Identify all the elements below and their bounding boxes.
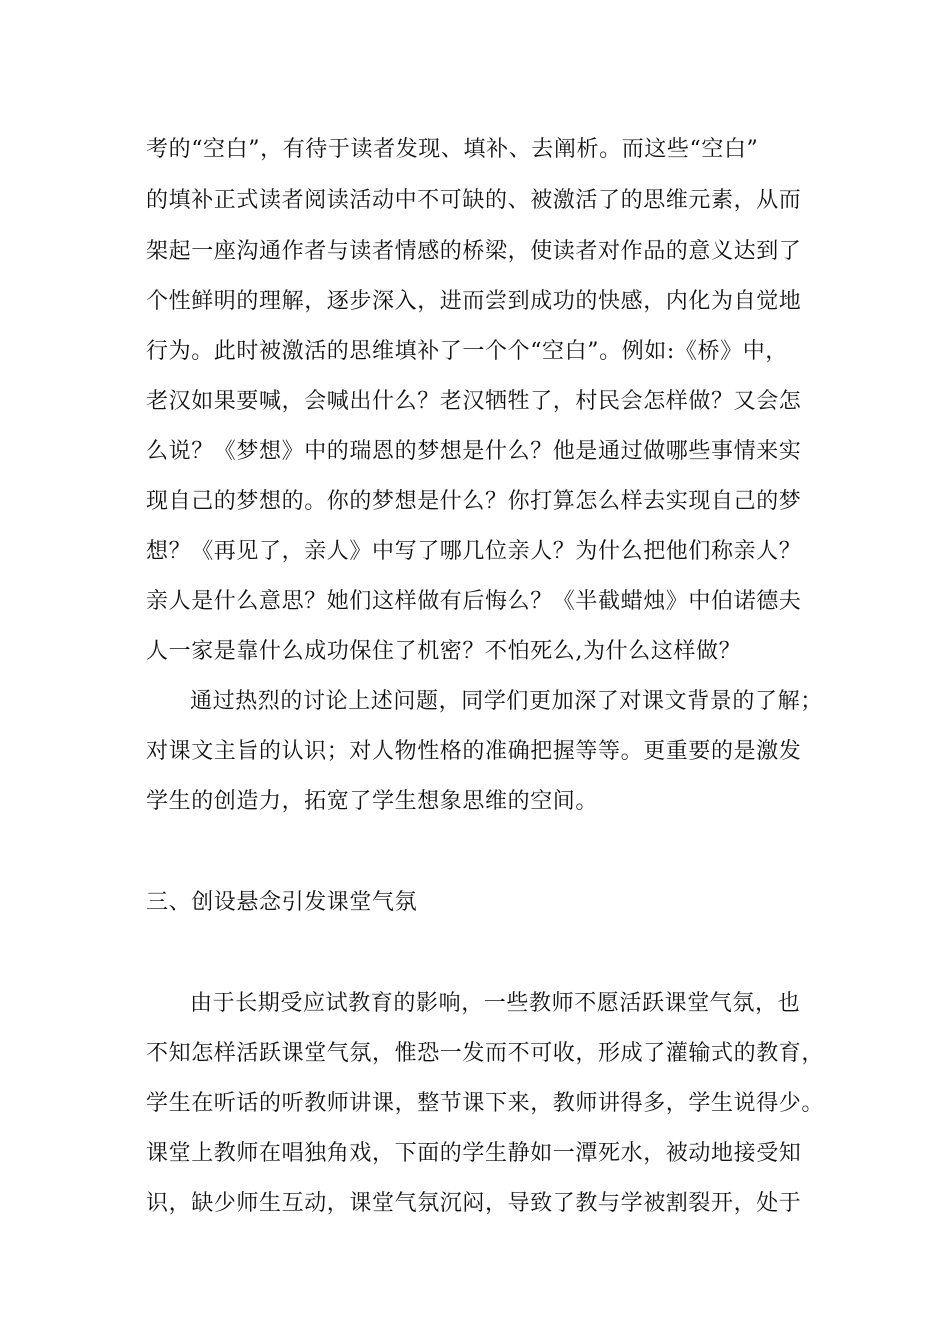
paragraph-1-line: 亲人是什么意思？她们这样做有后悔么？《半截蜡烛》中伯诺德夫 <box>146 589 802 614</box>
paragraph-1-line: 行为。此时被激活的思维填补了一个个“空白”。例如:《桥》中， <box>146 339 788 364</box>
paragraph-2-line: 通过热烈的讨论上述问题，同学们更加深了对课文背景的了解； <box>190 689 823 714</box>
paragraph-1-line: 考的“空白”，有待于读者发现、填补、去阐析。而这些“空白” <box>146 137 759 162</box>
paragraph-1-line: 想？《再见了，亲人》中写了哪几位亲人？为什么把他们称亲人？ <box>146 539 802 564</box>
paragraph-2-line: 对课文主旨的认识；对人物性格的准确把握等等。更重要的是激发 <box>146 739 802 764</box>
paragraph-1-line: 人一家是靠什么成功保住了机密？不怕死么,为什么这样做？ <box>146 639 742 664</box>
paragraph-1-line: 么说？《梦想》中的瑞恩的梦想是什么？他是通过做哪些事情来实 <box>146 439 802 464</box>
paragraph-1-line: 现自己的梦想的。你的梦想是什么？你打算怎么样去实现自己的梦 <box>146 489 802 514</box>
paragraph-1-line: 老汉如果要喊，会喊出什么？老汉牺牲了，村民会怎样做？又会怎 <box>146 389 802 414</box>
paragraph-1-line: 的填补正式读者阅读活动中不可缺的、被激活了的思维元素，从而 <box>146 188 802 213</box>
paragraph-1-line: 个性鲜明的理解，逐步深入，进而尝到成功的快感，内化为自觉地 <box>146 289 802 314</box>
section-heading: 三、创设悬念引发课堂气氛 <box>146 890 418 915</box>
paragraph-1-line: 架起一座沟通作者与读者情感的桥梁，使读者对作品的意义达到了 <box>146 239 802 264</box>
paragraph-3-line: 学生在听话的听教师讲课，整节课下来，教师讲得多，学生说得少。 <box>146 1091 825 1116</box>
paragraph-3-line: 由于长期受应试教育的影响，一些教师不愿活跃课堂气氛，也 <box>190 991 801 1016</box>
paragraph-3-line: 课堂上教师在唱独角戏，下面的学生静如一潭死水，被动地接受知 <box>146 1141 802 1166</box>
paragraph-3-line: 不知怎样活跃课堂气氛，惟恐一发而不可收，形成了灌输式的教育， <box>146 1041 825 1066</box>
paragraph-3-line: 识，缺少师生互动，课堂气氛沉闷，导致了教与学被割裂开，处于 <box>146 1191 802 1216</box>
paragraph-2-line: 学生的创造力，拓宽了学生想象思维的空间。 <box>146 789 599 814</box>
